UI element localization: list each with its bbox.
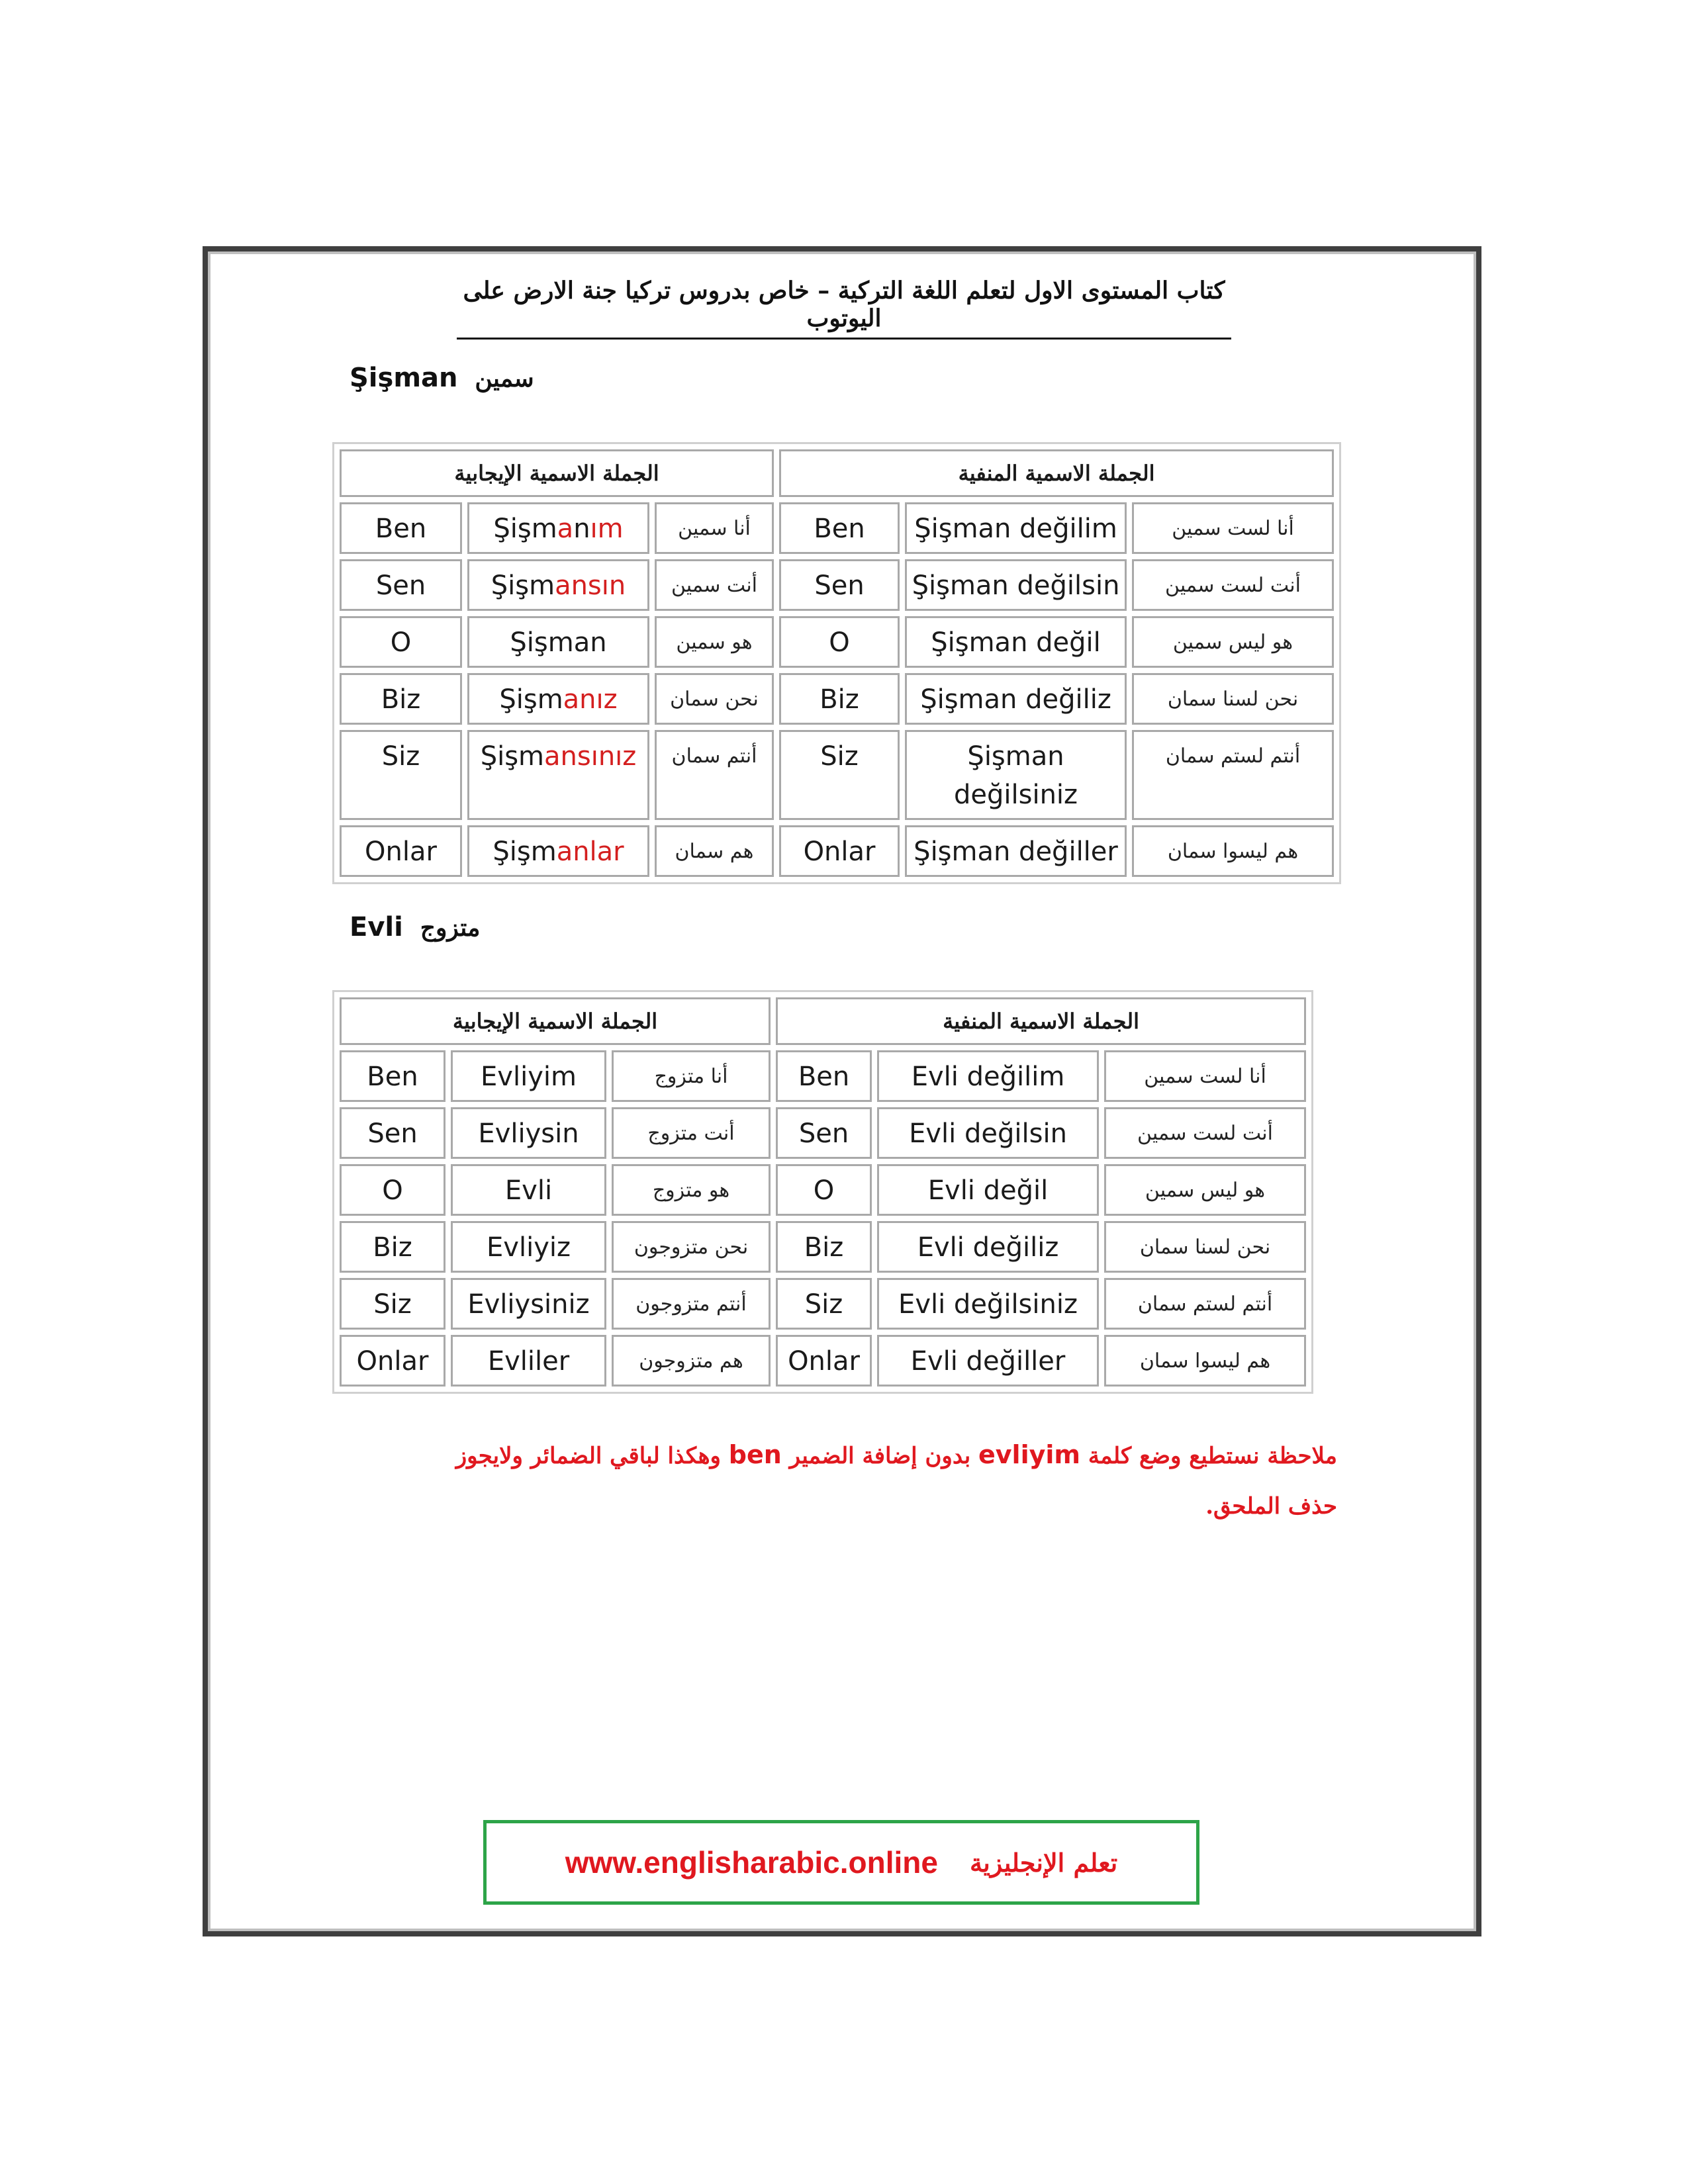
pronoun-cell: Onlar [776,1335,872,1387]
pronoun-cell: Ben [779,502,900,554]
negative-arabic-cell: أنتم لستم سمان [1104,1278,1306,1330]
table-row [340,1221,1306,1273]
positive-turkish-cell: Evliysin [451,1107,606,1159]
positive-turkish-cell: Evliyiz [451,1221,606,1273]
pronoun-cell: O [776,1164,872,1216]
pronoun-cell: Biz [776,1221,872,1273]
heading-turkish: Şişman [350,363,458,393]
header-positive: الجملة الاسمية الإيجابية [340,997,771,1045]
table-row [340,1050,1306,1102]
footer-box [483,1820,1199,1905]
pronoun-cell: Sen [779,559,900,611]
pronoun-cell: O [779,616,900,668]
table-row [340,1164,1306,1216]
pronoun-cell: Siz [340,730,462,820]
negative-arabic-cell: هو ليس سمين [1104,1164,1306,1216]
positive-arabic-cell: أنا سمين [655,502,774,554]
note-text: ملاحظة نستطيع وضع كلمة [1080,1443,1337,1469]
positive-turkish-cell: Evli [451,1164,606,1216]
heading-turkish: Evli [350,912,403,942]
positive-arabic-cell: هو متزوج [612,1164,771,1216]
negative-turkish-cell: Evli değil [877,1164,1099,1216]
pronoun-cell: O [340,1164,445,1216]
positive-turkish-cell: Şişmansınız [467,730,649,820]
pronoun-cell: Siz [776,1278,872,1330]
table-row [340,616,1334,668]
suffix: anlar [556,837,624,867]
negative-turkish-cell: Evli değiller [877,1335,1099,1387]
positive-turkish-cell: Şişmanız [467,673,649,725]
pronoun-cell: Siz [340,1278,445,1330]
positive-arabic-cell: نحن سمان [655,673,774,725]
positive-arabic-cell: هم متزوجون [612,1335,771,1387]
negative-arabic-cell: هم ليسوا سمان [1132,825,1334,877]
table-evli [332,990,1313,1394]
positive-turkish-cell: Evliler [451,1335,606,1387]
pronoun-cell: Onlar [779,825,900,877]
table-row [340,502,1334,554]
suffix: ansınız [544,741,637,772]
section-heading-sisman [350,363,534,393]
table-header-row [340,997,1306,1045]
negative-arabic-cell: أنت لست سمين [1132,559,1334,611]
table-row [340,1107,1306,1159]
negative-turkish-cell: Şişman değil [905,616,1127,668]
table-header-row [340,449,1334,497]
negative-arabic-cell: نحن لسنا سمان [1132,673,1334,725]
footer-arabic-label: تعلم الإنجليزية [969,1847,1118,1878]
suffix: anız [563,684,618,715]
positive-arabic-cell: أنت سمين [655,559,774,611]
negative-arabic-cell: نحن لسنا سمان [1104,1221,1306,1273]
negative-arabic-cell: هو ليس سمين [1132,616,1334,668]
negative-turkish-cell: Şişman değilim [905,502,1127,554]
positive-turkish-cell: Evliysiniz [451,1278,606,1330]
header-negative: الجملة الاسمية المنفية [779,449,1334,497]
table-row [340,1278,1306,1330]
header-negative: الجملة الاسمية المنفية [776,997,1306,1045]
positive-arabic-cell: نحن متزوجون [612,1221,771,1273]
negative-arabic-cell: أنا لست سمين [1132,502,1334,554]
suffix: ansın [555,570,626,601]
pronoun-cell: Biz [779,673,900,725]
positive-turkish-cell: Şişmanlar [467,825,649,877]
positive-turkish-cell: Şişman [467,616,649,668]
table-row [340,559,1334,611]
pronoun-cell: Siz [779,730,900,820]
table-row [340,673,1334,725]
positive-arabic-cell: أنا متزوج [612,1050,771,1102]
header-positive: الجملة الاسمية الإيجابية [340,449,774,497]
pronoun-cell: Ben [340,502,462,554]
negative-arabic-cell: أنا لست سمين [1104,1050,1306,1102]
pronoun-cell: Biz [340,673,462,725]
negative-turkish-cell: Şişman değiliz [905,673,1127,725]
note-word-ben: ben [728,1440,782,1469]
positive-arabic-cell: هو سمين [655,616,774,668]
heading-arabic: سمين [475,365,534,392]
pronoun-cell: Ben [776,1050,872,1102]
negative-turkish-cell: Şişman değilsiniz [905,730,1127,820]
table-row [340,730,1334,820]
positive-arabic-cell: أنت متزوج [612,1107,771,1159]
table-sisman [332,442,1341,884]
positive-arabic-cell: أنتم متزوجون [612,1278,771,1330]
positive-turkish-cell: Evliyim [451,1050,606,1102]
positive-arabic-cell: أنتم سمان [655,730,774,820]
suffix: ım [590,514,624,544]
stem: işm [510,514,557,544]
table-row [340,1335,1306,1387]
pronoun-cell: Sen [340,1107,445,1159]
negative-arabic-cell: هم ليسوا سمان [1104,1335,1306,1387]
negative-turkish-cell: Evli değilsin [877,1107,1099,1159]
positive-turkish-cell: Şişmanım [467,502,649,554]
negative-arabic-cell: أنتم لستم سمان [1132,730,1334,820]
pronoun-cell: Onlar [340,825,462,877]
negative-turkish-cell: Evli değilim [877,1050,1099,1102]
note-paragraph [410,1430,1337,1531]
pronoun-cell: Biz [340,1221,445,1273]
positive-turkish-cell: Şişmansın [467,559,649,611]
negative-turkish-cell: Şişman değilsin [905,559,1127,611]
pronoun-cell: Onlar [340,1335,445,1387]
footer-url-link[interactable]: www.englisharabic.online [565,1845,938,1880]
note-text: بدون إضافة الضمير [781,1443,978,1469]
page-title: كتاب المستوى الاول لتعلم اللغة التركية – خاص بدروس تركيا جنة الارض على اليوتوب [457,277,1231,340]
negative-arabic-cell: أنت لست سمين [1104,1107,1306,1159]
pronoun-cell: Ben [340,1050,445,1102]
positive-arabic-cell: هم سمان [655,825,774,877]
note-word-evliyim: evliyim [978,1440,1080,1469]
pronoun-cell: O [340,616,462,668]
stem-n: n [573,514,590,544]
section-heading-evli [350,912,480,942]
negative-turkish-cell: Evli değiliz [877,1221,1099,1273]
pronoun-cell: Sen [776,1107,872,1159]
heading-arabic: متزوج [420,914,481,942]
table-row [340,825,1334,877]
negative-turkish-cell: Şişman değiller [905,825,1127,877]
suffix-a: a [557,514,574,544]
negative-turkish-cell: Evli değilsiniz [877,1278,1099,1330]
pronoun-cell: Sen [340,559,462,611]
note-text: وهكذا لباقي الضمائر ولايجوز حذف الملحق. [455,1443,1337,1520]
